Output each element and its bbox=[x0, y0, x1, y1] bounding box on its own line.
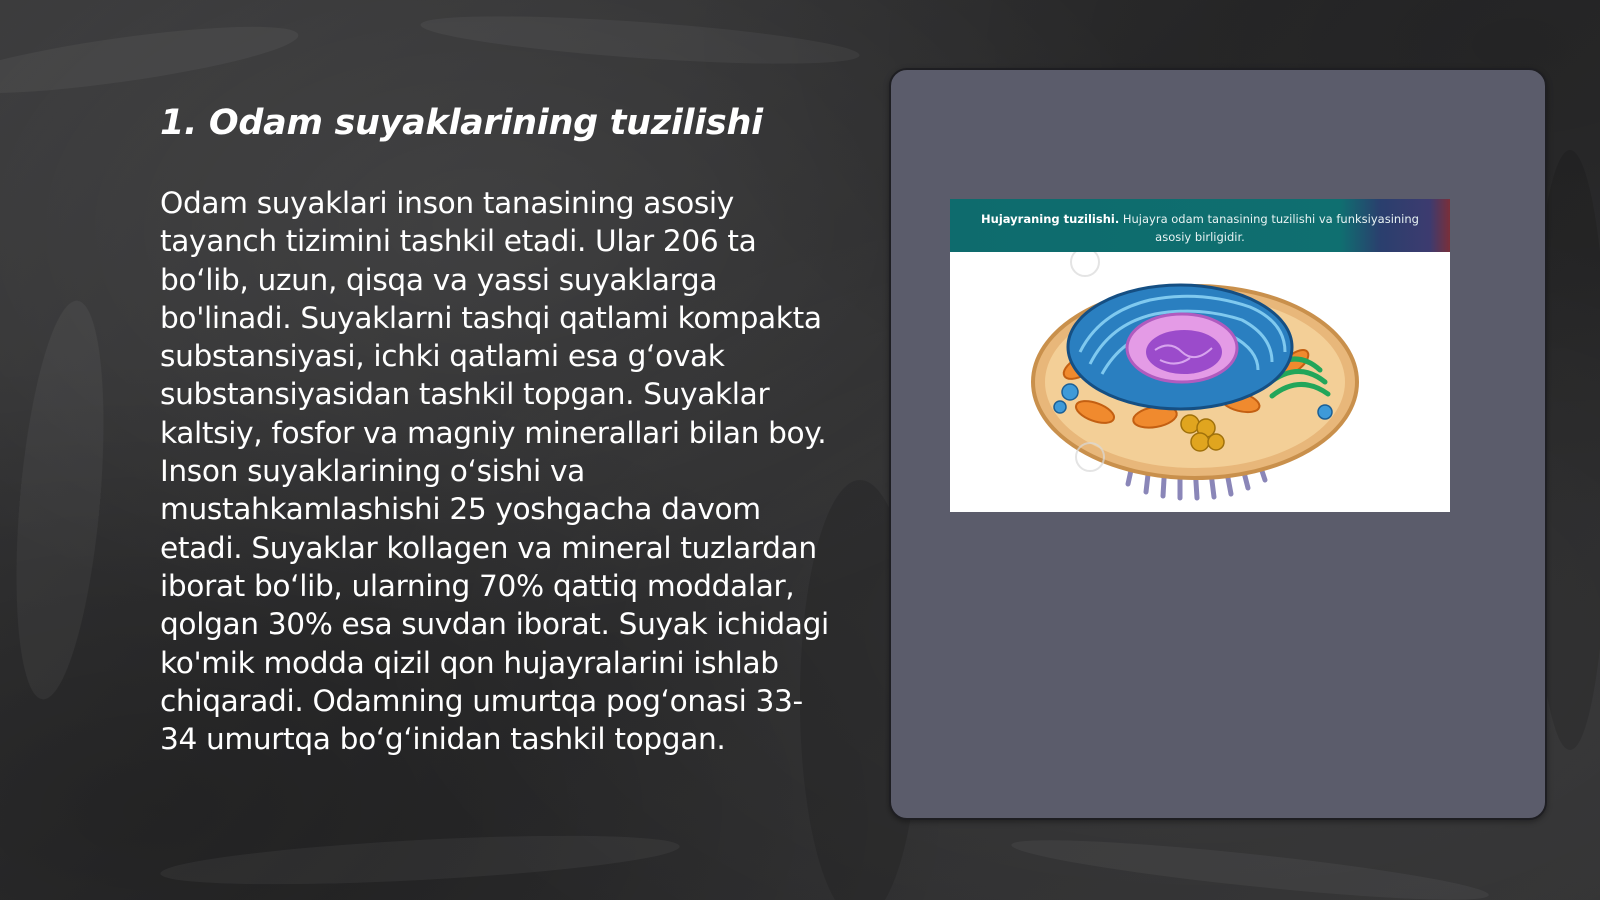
slide-body-text: Odam suyaklari inson tanasining asosiy tayanch tizimini tashkil etadi. Ular 206 ta bo‘lib, uzun, qisqa va yassi suyaklarga bo'linadi. Suyaklarni tashqi qatlami kompakta substansiyasi, ichki qatlami esa g‘ovak substansiyasidan tashkil topgan. Suyaklar kaltsiy, fosfor va magniy minerallari bilan boy. Inson suyaklarining o‘sishi va mustahkamlashishi 25 yoshgacha davom etadi. Suyaklar kollagen va mineral tuzlardan iborat bo‘lib, ularning 70% qattiq moddalar, qolgan 30% esa suvdan iborat. Suyak ichidagi ko'mik modda qizil qon hujayralarini ishlab chiqaradi. Odamning umurtqa pog‘onasi 33-34 umurtqa bo‘g‘inidan tashkil topgan. bbox=[160, 186, 829, 757]
slide-title: 1. Odam suyaklarining tuzilishi bbox=[160, 103, 763, 143]
figure-caption-title: Hujayraning tuzilishi. bbox=[981, 212, 1120, 226]
figure-caption-text: Hujayra odam tanasining tuzilishi va funksiyasining asosiy birligidir. bbox=[1119, 212, 1419, 244]
figure-caption-banner bbox=[950, 199, 1450, 252]
cell-figure bbox=[950, 199, 1450, 512]
cell-diagram-icon bbox=[950, 252, 1450, 512]
